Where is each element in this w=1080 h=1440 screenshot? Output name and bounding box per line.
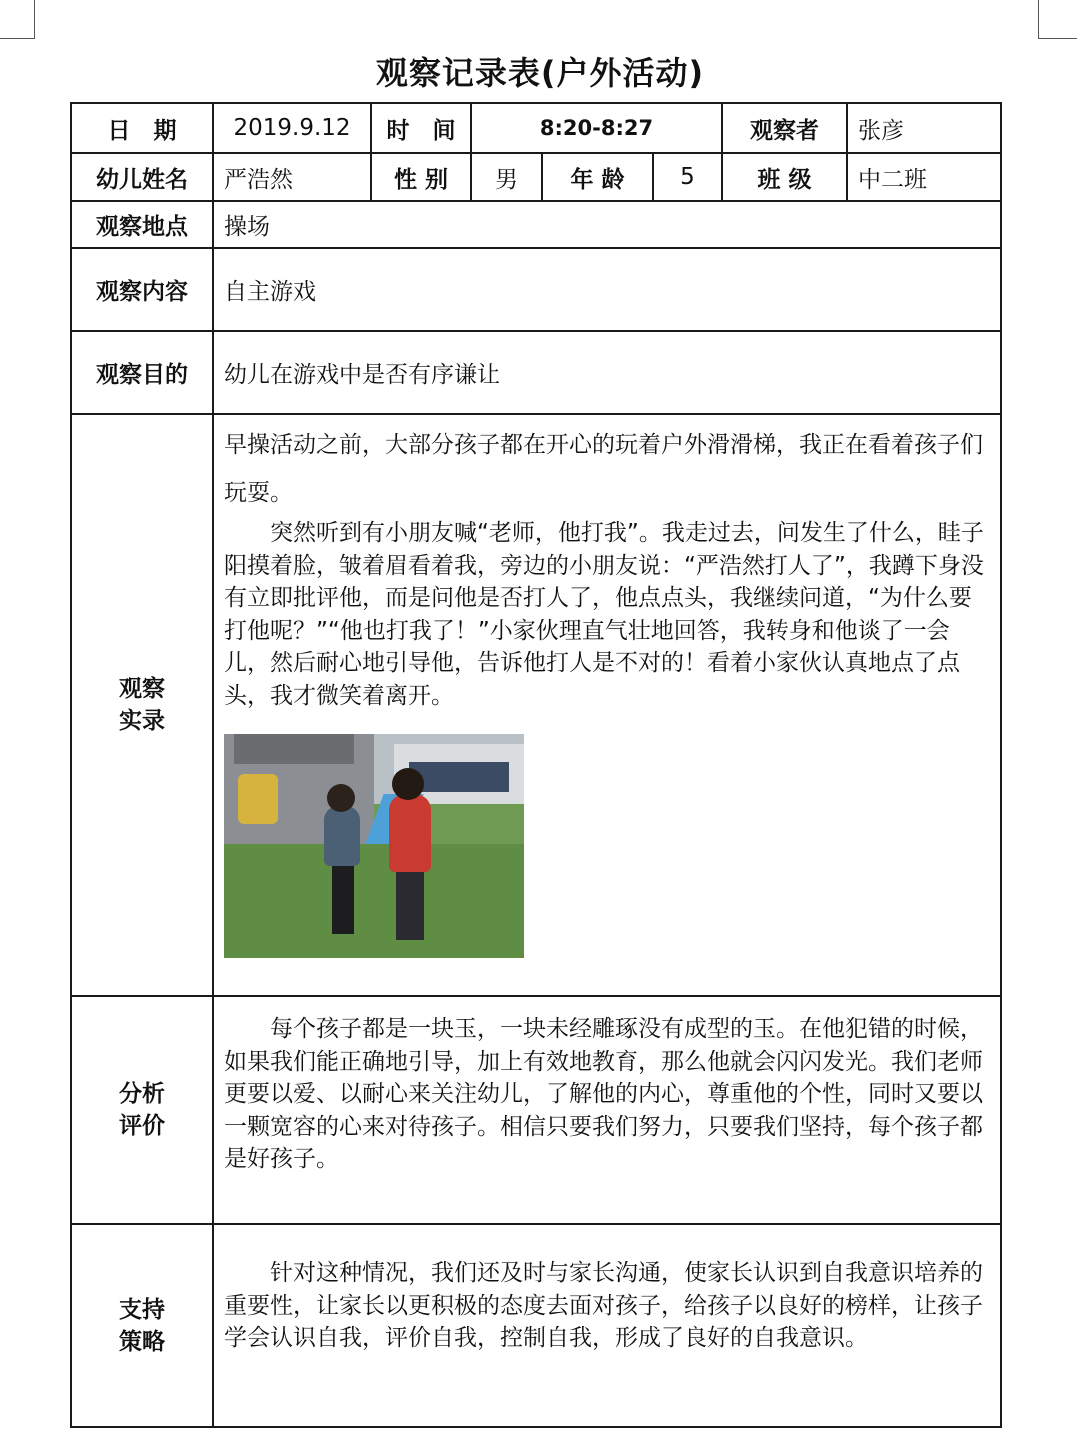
record-paragraph-1: 早操活动之前，大部分孩子都在开心的玩着户外滑滑梯，我正在看着孩子们玩耍。 <box>224 432 983 506</box>
analysis-text: 每个孩子都是一块玉，一块未经雕琢没有成型的玉。在他犯错的时候，如果我们能正确地引导，加上有效地教育，那么他就会闪闪发光。我们老师更要以爱、以耐心来关注幼儿，了解他的内心，尊重他的个性，同时又要以一颗宽容的心来对待孩子。相信只要我们努力，只要我们坚持，每个孩子都是好孩子。 <box>224 1016 983 1172</box>
purpose-label: 观察目的 <box>71 331 213 414</box>
record-label <box>71 414 213 996</box>
strategy-content <box>213 1224 1001 1427</box>
analysis-content <box>213 996 1001 1224</box>
row-location <box>71 201 1001 248</box>
date-value: 2019.9.12 <box>213 103 371 153</box>
class-value: 中二班 <box>847 153 1001 201</box>
analysis-label-line1: 分析 <box>119 1081 165 1107</box>
class-label: 班 级 <box>722 153 847 201</box>
child-name-value: 严浩然 <box>213 153 371 201</box>
time-value: 8:20-8:27 <box>471 103 722 153</box>
child-name-label: 幼儿姓名 <box>71 153 213 201</box>
gender-value: 男 <box>471 153 542 201</box>
purpose-value: 幼儿在游戏中是否有序谦让 <box>213 331 1001 414</box>
record-content <box>213 414 1001 996</box>
observation-form-table <box>70 102 1002 1428</box>
row-child-info <box>71 153 1001 201</box>
record-paragraph-2: 突然听到有小朋友喊“老师，他打我”。我走过去，问发生了什么，眭子阳摸着脸，皱着眉看着我，旁边的小朋友说：“严浩然打人了”，我蹲下身没有立即批评他，而是问他是否打人了，他点点头，我继续问道，“为什么要打他呢？”“他也打我了！”小家伙理直气壮地回答，我转身和他谈了一会儿，然后耐心地引导他，告诉他打人是不对的！看着小家伙认真地点了点头，我才微笑着离开。 <box>224 520 984 709</box>
page-title: 观察记录表(户外活动) <box>375 54 705 92</box>
location-value: 操场 <box>213 201 1001 248</box>
observer-label: 观察者 <box>722 103 847 153</box>
strategy-label-line2: 策略 <box>119 1328 165 1355</box>
row-purpose <box>71 331 1001 414</box>
date-label: 日 期 <box>71 103 213 153</box>
age-value: 5 <box>653 153 722 201</box>
crop-mark-top-left <box>0 0 35 39</box>
record-label-line1: 观察 <box>119 676 165 702</box>
record-label-line2: 实录 <box>119 708 165 734</box>
analysis-label <box>71 996 213 1224</box>
strategy-label <box>71 1224 213 1427</box>
observation-photo <box>224 734 524 958</box>
row-strategy <box>71 1224 1001 1427</box>
row-content <box>71 248 1001 331</box>
row-analysis <box>71 996 1001 1224</box>
crop-mark-top-right <box>1038 0 1077 39</box>
strategy-label-line1: 支持 <box>119 1296 165 1323</box>
strategy-text: 针对这种情况，我们还及时与家长沟通，使家长认识到自我意识培养的重要性，让家长以更积极的态度去面对孩子，给孩子以良好的榜样，让孩子学会认识自我，评价自我，控制自我，形成了良好的自我意识。 <box>224 1260 983 1351</box>
age-label: 年 龄 <box>542 153 653 201</box>
observer-value: 张彦 <box>847 103 1001 153</box>
content-label: 观察内容 <box>71 248 213 331</box>
content-value: 自主游戏 <box>213 248 1001 331</box>
row-record <box>71 414 1001 996</box>
time-label: 时 间 <box>371 103 471 153</box>
location-label: 观察地点 <box>71 201 213 248</box>
row-date-time-observer <box>71 103 1001 153</box>
analysis-label-line2: 评价 <box>119 1113 165 1139</box>
gender-label: 性 别 <box>371 153 471 201</box>
